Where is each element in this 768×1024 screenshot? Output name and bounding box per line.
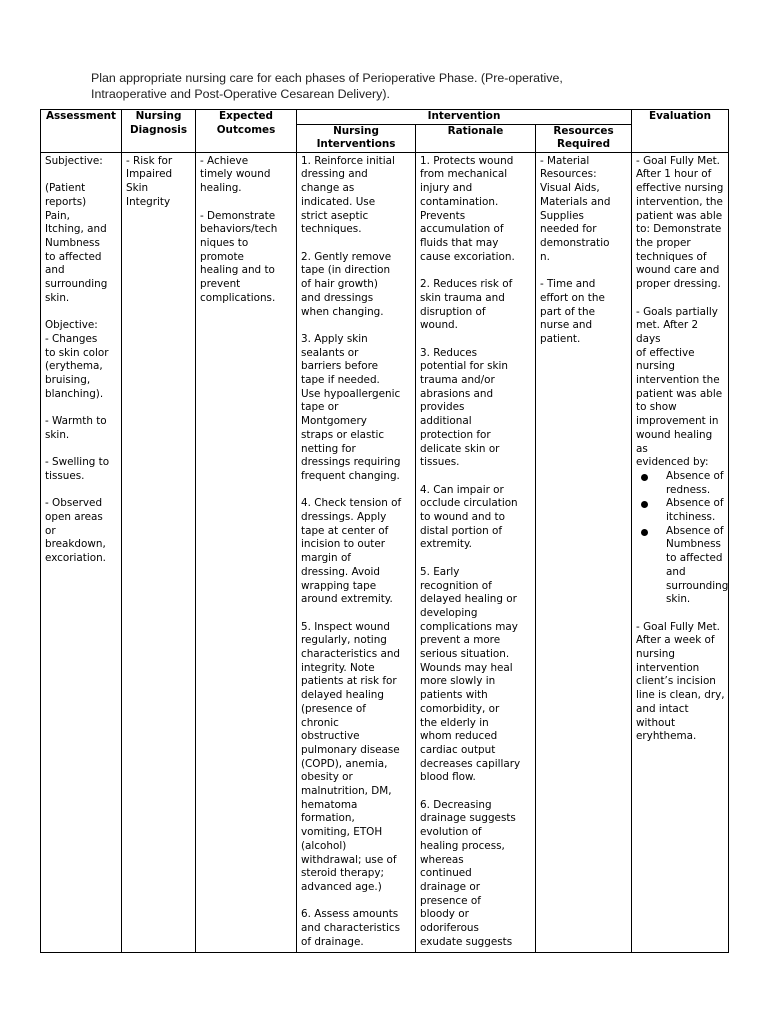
intervention-item: 3. Apply skin sealants or barriers before tape if needed. Use hypoallergenic tape or Montgomery straps or elastic netting for dressings requiring frequent changing. xyxy=(301,332,401,482)
assessment-item: (Patient reports) Pain, Itching, and Numbness to affected and surrounding skin. xyxy=(45,182,108,304)
evaluation-paragraph: - Goal Fully Met. After a week of nursing intervention client’s incision line is clean, dry, and intact without eryhthema. xyxy=(636,620,725,743)
rationale-item: 4. Can impair or occlude circulation to wound and to distal portion of extremity. xyxy=(420,483,518,551)
resource-item: - Time and effort on the part of the nurse and patient. xyxy=(540,278,605,345)
assessment-item: Subjective: xyxy=(45,154,103,167)
header-intervention: Intervention xyxy=(297,110,632,125)
assignment-instructions: Plan appropriate nursing care for each phases of Perioperative Phase. (Pre-operative, Intraoperative and Post-Operative Cesarean Delivery). xyxy=(91,71,563,101)
intervention-item: 6. Assess amounts and characteristics of drainage. xyxy=(301,908,400,948)
care-plan-row xyxy=(41,152,729,953)
rationale-cell xyxy=(416,152,536,953)
evaluation-bullet-list xyxy=(636,469,729,607)
evaluation-bullet: Absence of itchiness. xyxy=(636,497,725,524)
intervention-item: 1. Reinforce initial dressing and change as indicated. Use strict aseptic techniques. xyxy=(301,154,395,236)
resource-item: - Material Resources: Visual Aids, Materials and Supplies needed for demonstratio n. xyxy=(540,154,611,263)
rationale-item: 3. Reduces potential for skin trauma and/or abrasions and provides additional protection for delicate skin or tissues. xyxy=(420,346,509,469)
evaluation-paragraph: - Goal Fully Met. After 1 hour of effective nursing intervention, the patient was able to: Demonstrate the proper techniques of wound care and proper dressing. xyxy=(636,154,724,291)
intervention-item: 2. Gently remove tape (in direction of hair growth) and dressings when changing. xyxy=(301,250,392,318)
assessment-item: Objective: - Changes to skin color (erythema, bruising, blanching). xyxy=(45,319,109,400)
rationale-item: 1. Protects wound from mechanical injury and contamination. Prevents accumulation of fluids that may cause excoriation. xyxy=(420,154,515,263)
diagnosis-cell xyxy=(122,152,196,953)
assessment-item: - Warmth to skin. xyxy=(45,415,107,441)
diagnosis-text: - Risk for Impaired Skin Integrity xyxy=(126,154,173,208)
assessment-item: - Observed open areas or breakdown, excoriation. xyxy=(45,497,106,565)
header-assessment: Assessment xyxy=(41,110,122,153)
evaluation-paragraph: - Goals partially met. After 2 days of effective nursing intervention the patient was able to show improvement in wound healing as evidenced by: xyxy=(636,305,723,469)
rationale-item: 2. Reduces risk of skin trauma and disruption of wound. xyxy=(420,278,513,332)
header-nursing-diagnosis: Nursing Diagnosis xyxy=(122,110,196,153)
evaluation-cell xyxy=(632,152,729,953)
header-resources-required: Resources Required xyxy=(536,124,632,152)
rationale-item: 5. Early recognition of delayed healing or developing complications may prevent a more serious situation. Wounds may heal more slowly in patients with comorbidity, or the elderly in whom reduced cardiac output decreases capillary blood flow. xyxy=(420,565,521,784)
header-expected-outcomes: Expected Outcomes xyxy=(196,110,297,153)
evaluation-bullet: Absence of redness. xyxy=(636,470,725,497)
outcome-item: - Achieve timely wound healing. xyxy=(200,154,271,195)
assessment-item: - Swelling to tissues. xyxy=(45,456,110,482)
outcome-item: - Demonstrate behaviors/tech niques to promote healing and to prevent complications. xyxy=(200,209,278,304)
rationale-item: 6. Decreasing drainage suggests evolution of healing process, whereas continued drainage or presence of bloody or odoriferous exudate suggests xyxy=(420,798,516,948)
header-nursing-interventions: Nursing Interventions xyxy=(297,124,416,152)
intervention-item: 4. Check tension of dressings. Apply tape at center of incision to outer margin of dressing. Avoid wrapping tape around extremity. xyxy=(301,497,402,606)
assessment-cell xyxy=(41,152,122,953)
nursing-care-plan-table xyxy=(40,109,729,953)
header-row xyxy=(41,110,729,125)
intervention-item: 5. Inspect wound regularly, noting characteristics and integrity. Note patients at risk for delayed healing (presence of chronic obstructive pulmonary disease (COPD), anemia, obesity or malnutrition, DM, hematoma formation, vomiting, ETOH (alcohol) withdrawal; use of steroid therapy; advanced age.) xyxy=(301,620,400,893)
interventions-cell xyxy=(297,152,416,953)
header-evaluation: Evaluation xyxy=(632,110,729,153)
resources-cell xyxy=(536,152,632,953)
outcomes-cell xyxy=(196,152,297,953)
header-rationale: Rationale xyxy=(416,124,536,152)
evaluation-bullet: Absence of Numbness to affected and surrounding skin. xyxy=(636,525,725,607)
